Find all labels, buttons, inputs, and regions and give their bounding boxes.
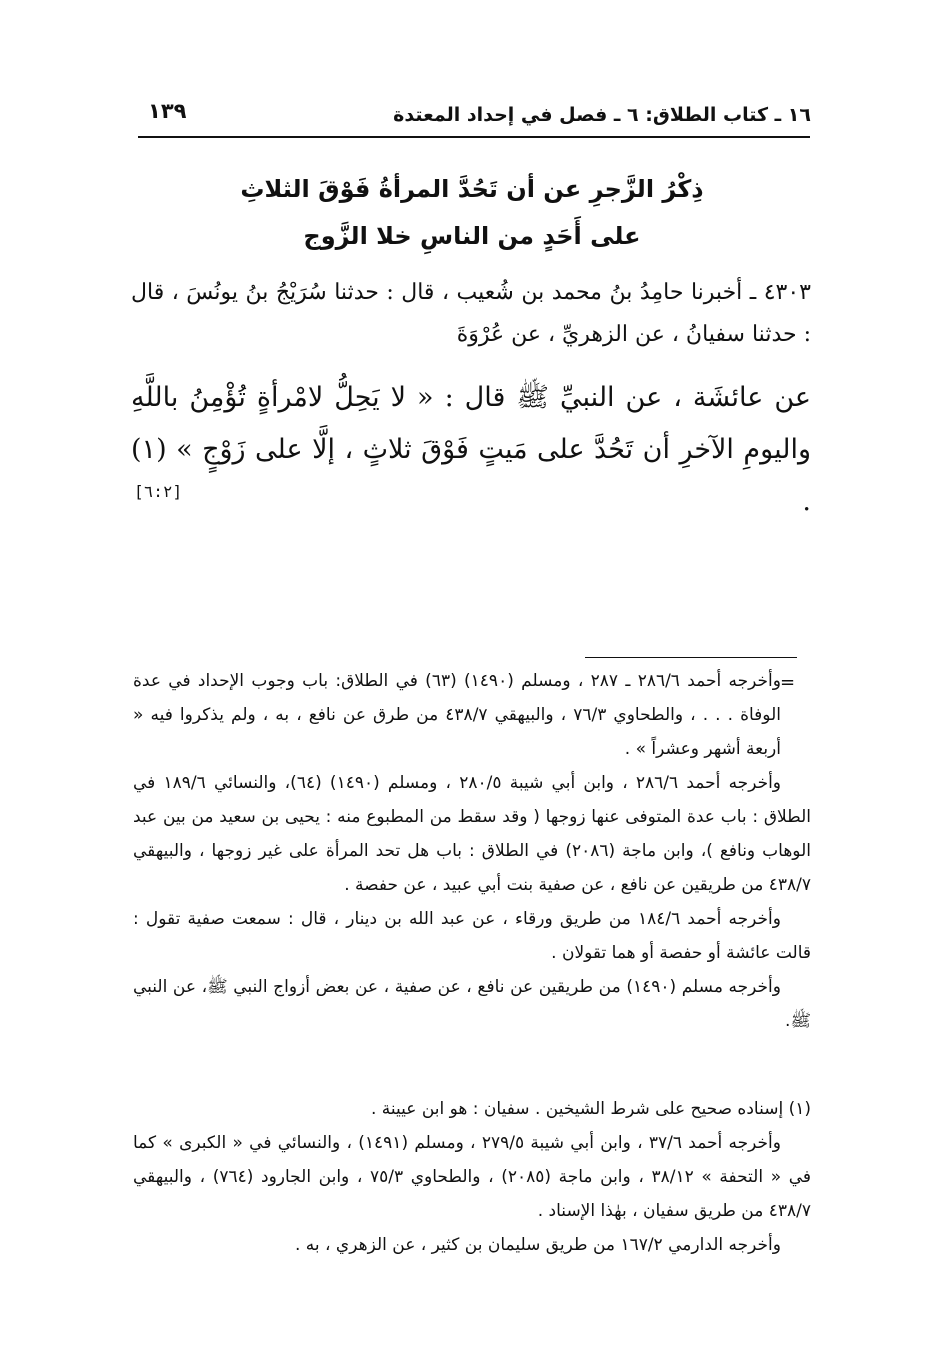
footnote-1 bbox=[133, 1092, 811, 1262]
footnote-paragraph: وأخرجه الدارمي ١٦٧/٢ من طريق سليمان بن كثير ، عن الزهري ، به . bbox=[294, 1235, 781, 1255]
running-header-title: ١٦ ـ كتاب الطلاق: ٦ ـ فصل في إحداد المعتدة bbox=[393, 104, 811, 126]
footnote-separator bbox=[585, 657, 797, 658]
hadith-matn: عن عائشَة ، عن النبيِّ ﷺ قال : « لا يَحِلُّ لامْرأةٍ تُؤْمِنُ باللَّهِ واليومِ الآخرِ أن تَحُدَّ على مَيتٍ فَوْقَ ثلاثٍ ، إلَّا على زَوْجٍ » (١) . bbox=[131, 382, 811, 517]
footnote-paragraph: وأخرجه أحمد ١٨٤/٦ من طريق ورقاء ، عن عبد الله بن دينار ، قال : سمعت صفية تقول : قالت عائشة أو حفصة أو هما تقولان . bbox=[133, 909, 811, 963]
section-heading-line-2: على أَحَدٍ من الناسِ خلا الزَّوج bbox=[303, 222, 641, 250]
footnote-1-text: (١) إسناده صحيح على شرط الشيخين . سفيان : هو ابن عيينة . bbox=[370, 1099, 811, 1119]
footnote-paragraph: وأخرجه أحمد ٢٨٦/٦ ، وابن أبي شيبة ٢٨٠/٥ ، ومسلم (١٤٩٠) (٦٤)، والنسائي ١٨٩/٦ في الطلاق : باب عدة المتوفى عنها زوجها ( وقد سقط من المطبوع منه : يحيى بن سعيد من بين عبد الوهاب ونافع )، وابن ماجة (٢٠٨٦) في الطلاق : باب هل تحد المرأة على غير زوجها ، والبيهقي ٤٣٨/٧ من طريقين عن نافع ، عن صفية بنت أبي عبيد ، عن حفصة . bbox=[133, 773, 811, 895]
hadith-isnad: ٤٣٠٣ ـ أخبرنا حامِدُ بنُ محمد بن شُعيب ، قال : حدثنا سُرَيْجُ بنُ يونُسَ ، قال : حدثنا سفيانُ ، عن الزهريِّ ، عن عُرْوَةَ bbox=[131, 280, 811, 347]
footnote-paragraph: وأخرجه مسلم (١٤٩٠) من طريقين عن نافع ، عن صفية ، عن بعض أزواج النبي ﷺ، عن النبي ﷺ. bbox=[133, 977, 811, 1031]
page-number: ١٣٩ bbox=[148, 99, 187, 123]
footnotes-previous bbox=[133, 664, 811, 1038]
section-heading-line-1: ذِكْرُ الزَّجرِ عن أن تَحُدَّ المرأةُ فَوْقَ الثلاثِ bbox=[240, 175, 704, 203]
footnote-paragraph: وأخرجه أحمد ٢٨٦/٦ ـ ٢٨٧ ، ومسلم (١٤٩٠) (٦٣) في الطلاق: باب وجوب الإحداد في عدة الوفاة . . . ، والطحاوي ٧٦/٣ ، والبيهقي ٤٣٨/٧ من طرق عن نافع ، به ، ولم يذكروا فيه « أربعة أشهر وعشراً » . bbox=[133, 671, 781, 759]
header-rule bbox=[138, 136, 810, 138]
footnote-paragraph: وأخرجه أحمد ٣٧/٦ ، وابن أبي شيبة ٢٧٩/٥ ، ومسلم (١٤٩١) ، والنسائي في « الكبرى » كما في « التحفة » ٣٨/١٢ ، وابن ماجة (٢٠٨٥) ، والطحاوي ٧٥/٣ ، وابن الجارود (٧٦٤) ، والبيهقي ٤٣٨/٧ من طريق سفيان ، بهٰذا الإسناد . bbox=[133, 1133, 812, 1221]
hadith-reference: [٦:٢] bbox=[134, 482, 183, 501]
footnote-continuation-marker: = bbox=[780, 672, 796, 693]
